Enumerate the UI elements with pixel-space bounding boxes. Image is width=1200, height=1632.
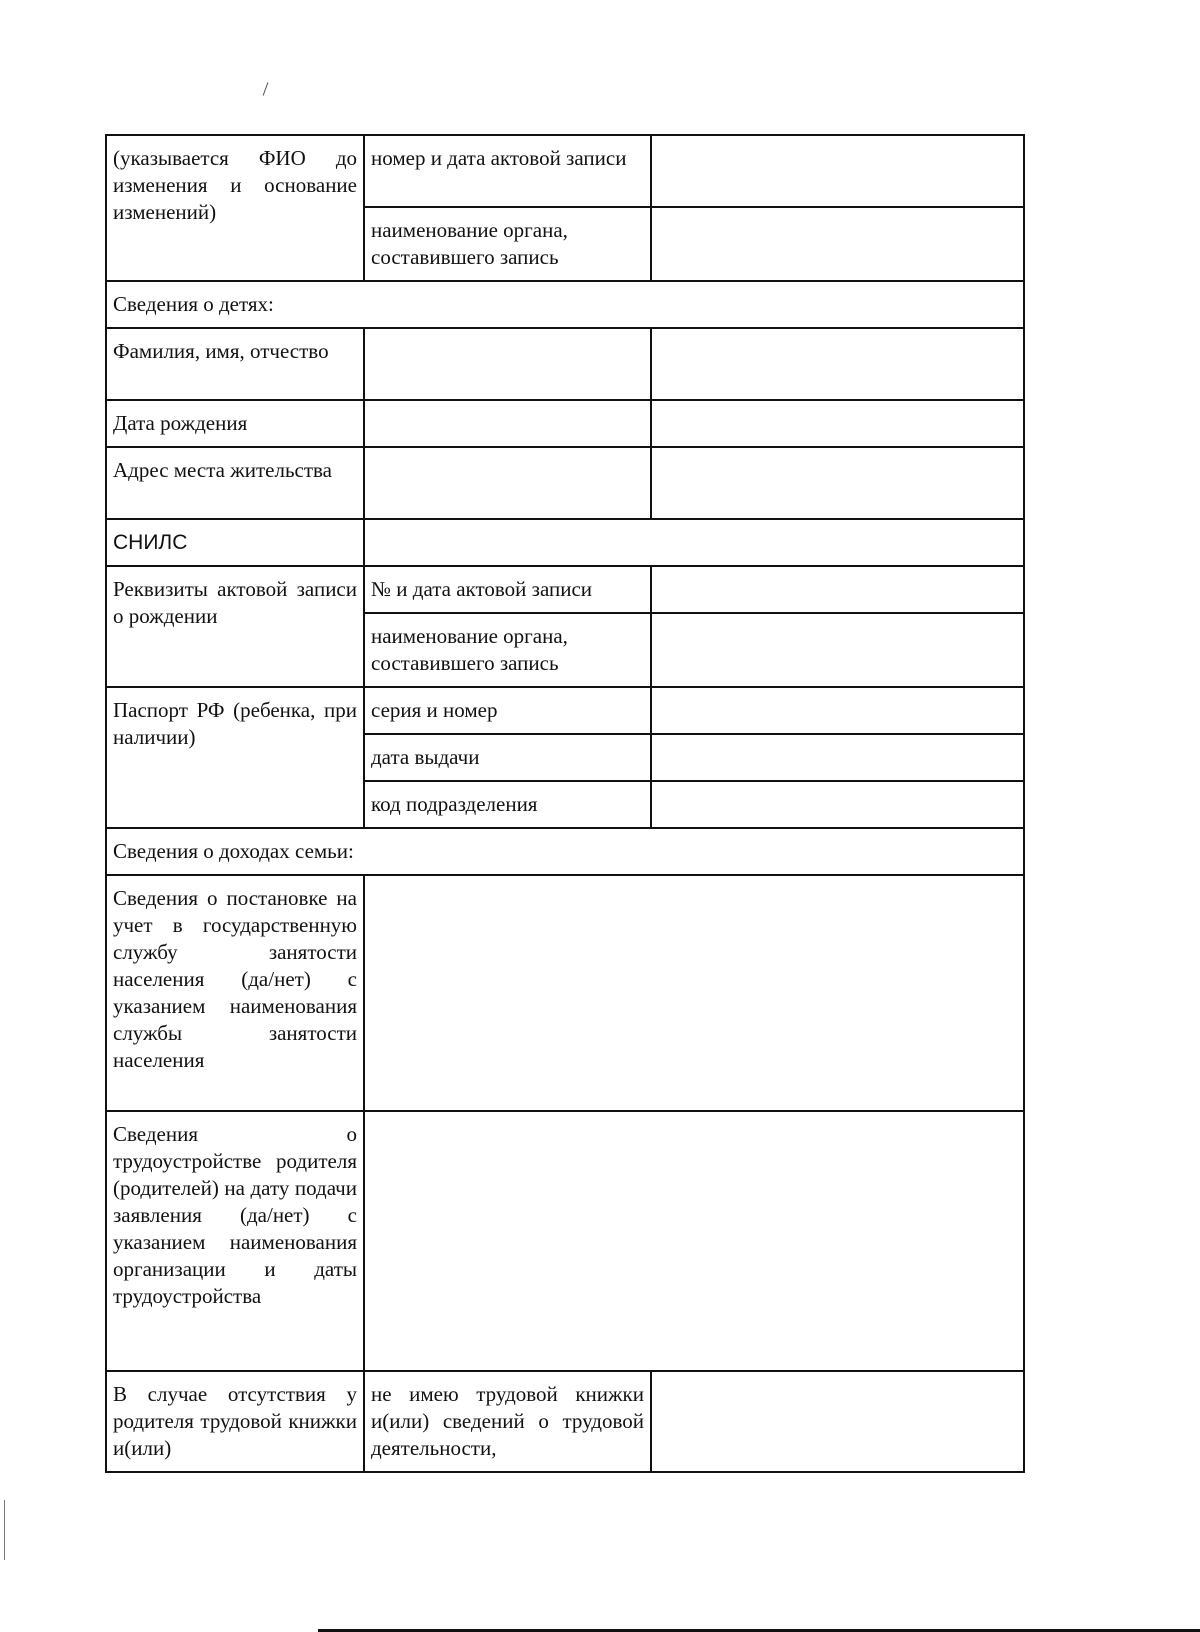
- residence-address-label: Адрес места жительства: [113, 458, 332, 482]
- table-row: [106, 400, 1024, 447]
- table-row: [106, 135, 1024, 207]
- residence-address-cell: [106, 447, 364, 519]
- division-code-value[interactable]: [651, 781, 1024, 828]
- fio-change-note-label: (указывается ФИО до изменения и основание изменений): [113, 146, 357, 224]
- series-number-label: серия и номер: [371, 698, 498, 722]
- birth-record-details-cell: [106, 566, 364, 687]
- issue-date-label: дата выдачи: [371, 745, 480, 769]
- table-row: [106, 1111, 1024, 1371]
- employment-service-cell: [106, 875, 364, 1111]
- birth-record-details-label: Реквизиты актовой записи о рождении: [113, 577, 357, 628]
- income-section-label: Сведения о доходах семьи:: [113, 839, 354, 863]
- fio-change-note-cell: [106, 135, 364, 281]
- table-row: [106, 328, 1024, 400]
- act-record-number-date-value[interactable]: [651, 135, 1024, 207]
- table-row: [106, 687, 1024, 734]
- no-workbook-condition-cell: [106, 1371, 364, 1472]
- no-workbook-condition-label: В случае отсутствия у родителя трудовой книжки и(или): [113, 1382, 357, 1460]
- authority-name-label: наименование органа, составившего запись: [371, 218, 568, 269]
- birth-date-cell: [106, 400, 364, 447]
- employment-info-value[interactable]: [364, 1111, 1024, 1371]
- full-name-cell: [106, 328, 364, 400]
- passport-label: Паспорт РФ (ребенка, при наличии): [113, 698, 357, 749]
- employment-service-label: Сведения о постановке на учет в государственную службу занятости населения (да/нет) с указанием наименования службы занятости населения: [113, 886, 357, 1072]
- children-section-label: Сведения о детях:: [113, 292, 274, 316]
- birth-date-label: Дата рождения: [113, 411, 248, 435]
- residence-address-value-1[interactable]: [364, 447, 651, 519]
- birth-record-number-date-label: № и дата актовой записи: [371, 577, 593, 601]
- full-name-label: Фамилия, имя, отчество: [113, 339, 329, 363]
- table-row: [106, 281, 1024, 328]
- act-record-number-date-cell: [364, 135, 651, 207]
- table-row: [106, 566, 1024, 613]
- act-record-number-date-label: номер и дата актовой записи: [371, 146, 627, 170]
- birth-record-number-date-value[interactable]: [651, 566, 1024, 613]
- table-row: [106, 519, 1024, 566]
- authority-name-value[interactable]: [651, 207, 1024, 281]
- birth-record-number-date-cell: [364, 566, 651, 613]
- series-number-cell: [364, 687, 651, 734]
- residence-address-value-2[interactable]: [651, 447, 1024, 519]
- birth-record-authority-value[interactable]: [651, 613, 1024, 687]
- snils-label: СНИЛС: [113, 531, 188, 554]
- employment-service-value[interactable]: [364, 875, 1024, 1111]
- snils-cell: [106, 519, 364, 566]
- scan-edge-mark: [4, 1500, 5, 1560]
- passport-cell: [106, 687, 364, 828]
- no-workbook-statement-label: не имею трудовой книжки и(или) сведений о трудовой деятельности,: [371, 1382, 644, 1460]
- full-name-value-2[interactable]: [651, 328, 1024, 400]
- no-workbook-statement-cell: [364, 1371, 651, 1472]
- employment-info-cell: [106, 1111, 364, 1371]
- authority-name-cell: [364, 207, 651, 281]
- issue-date-cell: [364, 734, 651, 781]
- table-row: [106, 828, 1024, 875]
- issue-date-value[interactable]: [651, 734, 1024, 781]
- children-section-heading: [106, 281, 1024, 328]
- snils-value[interactable]: [364, 519, 1024, 566]
- table-row: [106, 875, 1024, 1111]
- employment-info-label: Сведения о трудоустройстве родителя (родителей) на дату подачи заявления (да/нет) с указанием наименования организации и даты трудоустройства: [113, 1122, 357, 1308]
- birth-record-authority-cell: [364, 613, 651, 687]
- birth-record-authority-label: наименование органа, составившего запись: [371, 624, 568, 675]
- table-row: [106, 1371, 1024, 1472]
- birth-date-value-2[interactable]: [651, 400, 1024, 447]
- stray-pen-mark: [263, 82, 269, 95]
- full-name-value-1[interactable]: [364, 328, 651, 400]
- income-section-heading: [106, 828, 1024, 875]
- application-form-table: [105, 134, 1025, 1473]
- division-code-cell: [364, 781, 651, 828]
- division-code-label: код подразделения: [371, 792, 538, 816]
- birth-date-value-1[interactable]: [364, 400, 651, 447]
- no-workbook-value[interactable]: [651, 1371, 1024, 1472]
- series-number-value[interactable]: [651, 687, 1024, 734]
- table-row: [106, 447, 1024, 519]
